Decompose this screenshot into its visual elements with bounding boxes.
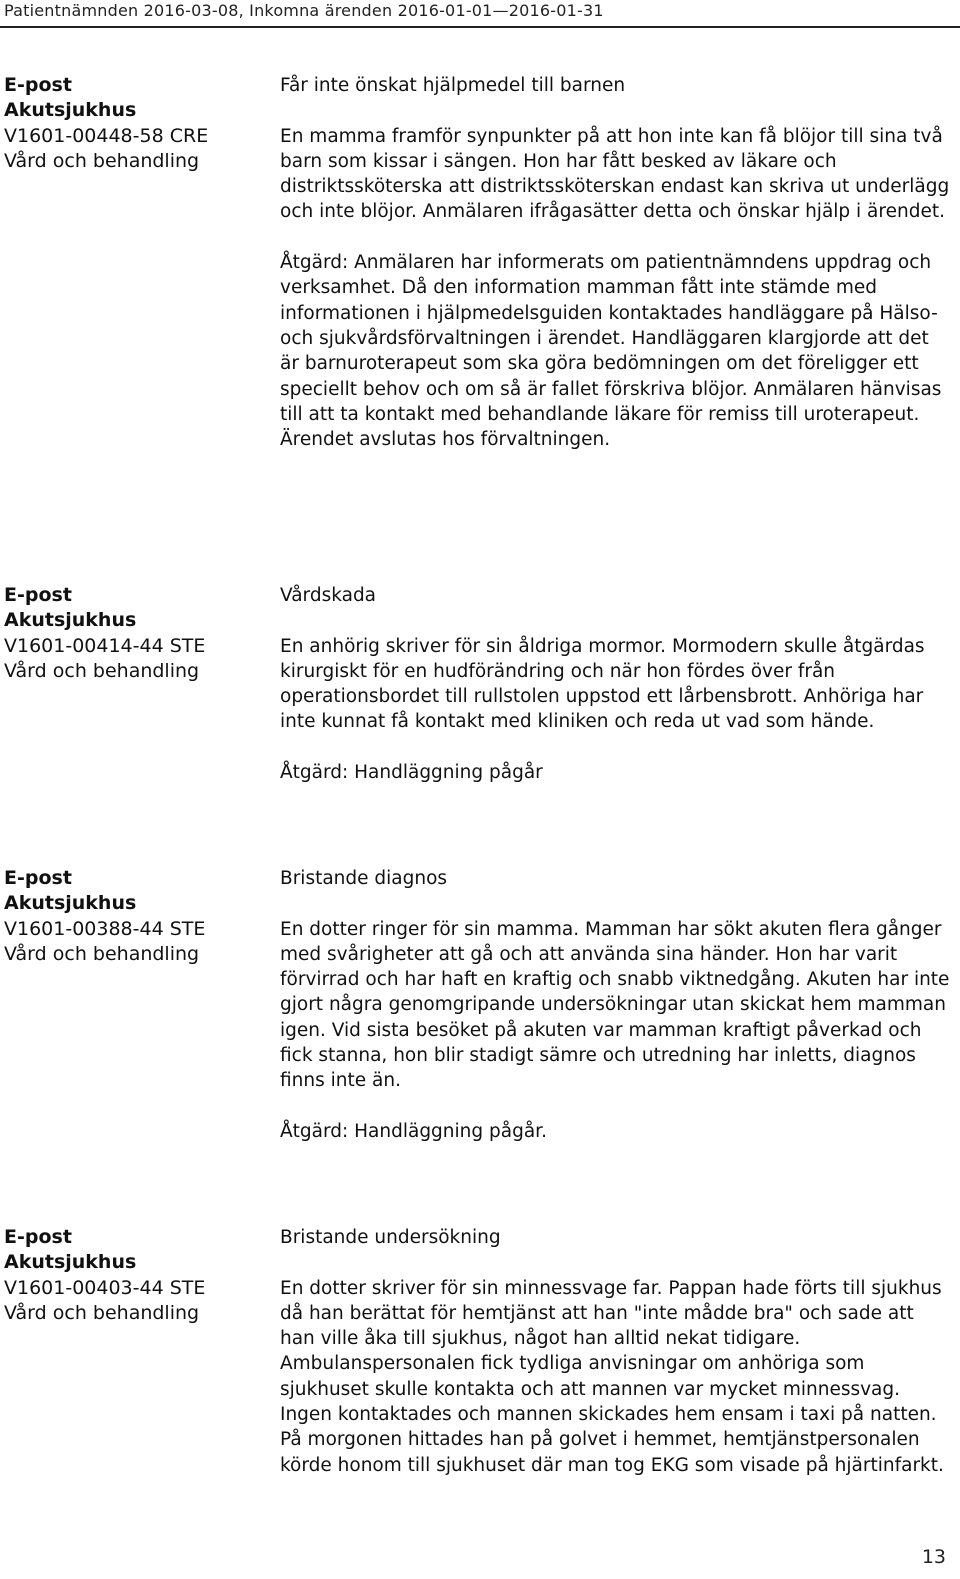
case-meta [4,583,264,685]
case-action: Åtgärd: Handläggning pågår [280,762,543,784]
case-channel: E-post [4,74,72,96]
case-meta [4,73,264,175]
case-category: Vård och behandling [4,1302,200,1325]
case-content [280,583,950,785]
case-content [280,866,950,1144]
case-category: Vård och behandling [4,150,200,173]
case-unit: Akutsjukhus [4,99,137,122]
case-content [280,73,950,452]
case-action: Åtgärd: Anmälaren har informerats om patientnämndens uppdrag och verksamhet. Då den information mamman fått inte stämde med informationen i hjälpmedelsguiden kontaktades handläggare på Hälso- och sjukvårdsförvaltningen i ärendet. Handläggaren klargjorde att det är barnuroterapeut som ska göra bedömningen om det föreligger ett speciellt behov och om så är fallet förskriva blöjor. Anmälaren hänvisas till att ta kontakt med behandlande läkare för remiss till uroterapeut. Ärendet avslutas hos förvaltningen. [280,252,942,451]
case-subject: Vårdskada [280,585,377,606]
case-channel: E-post [4,867,72,889]
case-id: V1601-00388-44 STE [4,917,206,940]
case-meta [4,866,264,968]
case-description: En dotter skriver för sin minnessvage far. Pappan hade förts till sjukhus då han berättat för hemtjänst att han "inte mådde bra" och sade att han ville åka till sjukhus, något han alltid nekat tidigare. Ambulanspersonalen fick tydliga anvisningar om anhöriga som sjukhuset skulle kontakta och att mannen var mycket minnessvag. Ingen kontaktades och mannen skickades hem ensam i taxi på natten. På morgonen hittades han på golvet i hemmet, hemtjänstpersonalen körde honom till sjukhuset där man tog EKG som visade på hjärtinfarkt. [280,1277,944,1476]
case-description: En anhörig skriver för sin åldriga mormor. Mormodern skulle åtgärdas kirurgiskt för en hudförändring och när hon fördes över från operationsbordet till rullstolen uppstod ett lårbensbrott. Anhöriga har inte kunnat få kontakt med kliniken och reda ut vad som hände. [280,635,925,733]
page-number: 13 [921,1546,946,1568]
case-description: En mamma framför synpunkter på att hon inte kan få blöjor till sina två barn som kissar i sängen. Hon har fått besked av läkare och distriktssköterska att distriktssköterskan endast kan skriva ut underlägg och inte blöjor. Anmälaren ifrågasätter detta och önskar hjälp i ärendet. [280,125,950,223]
case-category: Vård och behandling [4,943,200,966]
page-header [0,0,960,28]
case-subject: Får inte önskat hjälpmedel till barnen [280,75,626,96]
case-subject: Bristande undersökning [280,1227,501,1248]
case-content [280,1225,950,1478]
case-channel: E-post [4,1226,72,1248]
case-description: En dotter ringer för sin mamma. Mamman har sökt akuten flera gånger med svårigheter att gå och att använda sina händer. Hon har varit förvirrad och har haft en kraftig och snabb viktnedgång. Akuten har inte gjort några genomgripande undersökningar utan skickat hem mamman igen. Vid sista besöket på akuten var mamman kraftigt påverkad och fick stanna, hon blir stadigt sämre och utredning har inletts, diagnos finns inte än. [280,918,950,1092]
case-id: V1601-00403-44 STE [4,1276,206,1299]
case-category: Vård och behandling [4,660,200,683]
case-id: V1601-00448-58 CRE [4,124,209,147]
case-action: Åtgärd: Handläggning pågår. [280,1120,547,1142]
case-unit: Akutsjukhus [4,609,137,632]
header-title: Patientnämnden 2016-03-08, Inkomna ärenden 2016-01-01—2016-01-31 [4,1,604,20]
case-id: V1601-00414-44 STE [4,634,206,657]
case-channel: E-post [4,584,72,606]
case-subject: Bristande diagnos [280,868,448,889]
case-unit: Akutsjukhus [4,1251,137,1274]
case-meta [4,1225,264,1327]
case-unit: Akutsjukhus [4,892,137,915]
